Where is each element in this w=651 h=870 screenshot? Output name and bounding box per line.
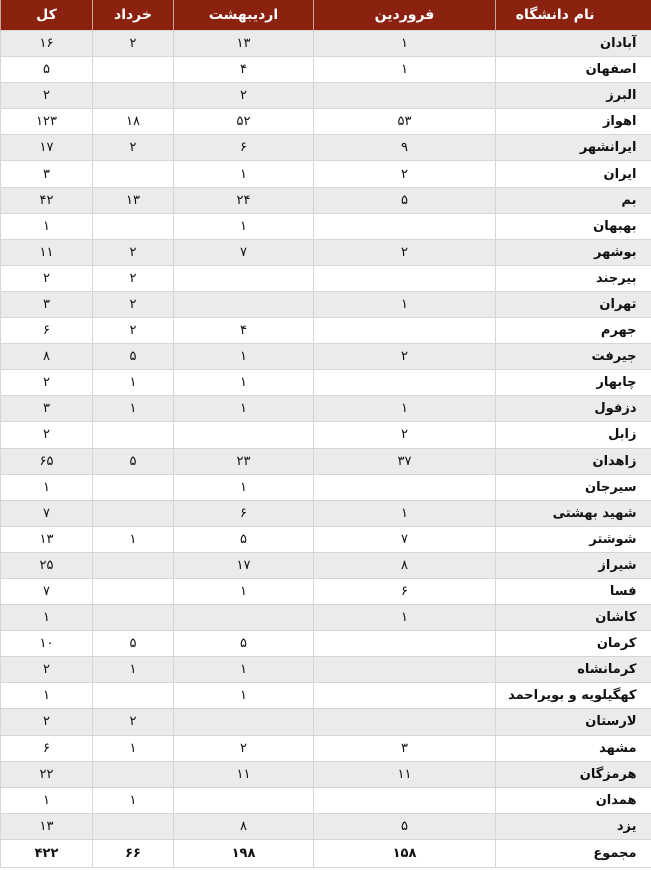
- header-university-name: نام دانشگاه: [496, 0, 651, 31]
- total-cell: ۷: [1, 578, 93, 604]
- university-name-cell: جیرفت: [496, 344, 651, 370]
- total-cell: ۸: [1, 344, 93, 370]
- table-row: [1, 318, 651, 344]
- farvardin-cell: ۵: [314, 187, 496, 213]
- ordibehesht-cell: [174, 265, 314, 291]
- total-cell: ۱: [1, 213, 93, 239]
- ordibehesht-cell: [174, 709, 314, 735]
- ordibehesht-cell: ۱: [174, 213, 314, 239]
- total-farvardin: ۱۵۸: [314, 839, 496, 867]
- farvardin-cell: ۱: [314, 605, 496, 631]
- farvardin-cell: ۱: [314, 31, 496, 57]
- total-khordad: ۶۶: [93, 839, 174, 867]
- total-cell: ۱: [1, 474, 93, 500]
- ordibehesht-cell: ۱: [174, 683, 314, 709]
- table-row: [1, 578, 651, 604]
- table-row: [1, 526, 651, 552]
- university-name-cell: سیرجان: [496, 474, 651, 500]
- total-cell: ۴۲: [1, 187, 93, 213]
- khordad-cell: ۲: [93, 265, 174, 291]
- khordad-cell: [93, 83, 174, 109]
- khordad-cell: ۲: [93, 31, 174, 57]
- total-cell: ۳: [1, 291, 93, 317]
- khordad-cell: ۱: [93, 735, 174, 761]
- university-name-cell: کاشان: [496, 605, 651, 631]
- ordibehesht-cell: ۱: [174, 344, 314, 370]
- total-cell: ۱۳: [1, 813, 93, 839]
- total-cell: ۲: [1, 422, 93, 448]
- total-cell: ۱: [1, 605, 93, 631]
- table-row: [1, 83, 651, 109]
- ordibehesht-cell: ۶: [174, 500, 314, 526]
- university-name-cell: لارستان: [496, 709, 651, 735]
- university-name-cell: جهرم: [496, 318, 651, 344]
- university-name-cell: شیراز: [496, 552, 651, 578]
- khordad-cell: [93, 761, 174, 787]
- university-name-cell: شهید بهشتی: [496, 500, 651, 526]
- university-name-cell: ایرانشهر: [496, 135, 651, 161]
- ordibehesht-cell: [174, 605, 314, 631]
- table-row: [1, 500, 651, 526]
- farvardin-cell: [314, 370, 496, 396]
- total-cell: ۲: [1, 83, 93, 109]
- total-cell: ۳: [1, 161, 93, 187]
- khordad-cell: [93, 813, 174, 839]
- khordad-cell: [93, 500, 174, 526]
- university-name-cell: همدان: [496, 787, 651, 813]
- university-name-cell: دزفول: [496, 396, 651, 422]
- ordibehesht-cell: ۶: [174, 135, 314, 161]
- total-cell: ۲: [1, 265, 93, 291]
- farvardin-cell: [314, 631, 496, 657]
- ordibehesht-cell: ۵۲: [174, 109, 314, 135]
- farvardin-cell: [314, 318, 496, 344]
- total-cell: ۶۵: [1, 448, 93, 474]
- ordibehesht-cell: ۲۳: [174, 448, 314, 474]
- total-cell: ۱۲۳: [1, 109, 93, 135]
- ordibehesht-cell: ۱: [174, 474, 314, 500]
- ordibehesht-cell: ۲: [174, 83, 314, 109]
- ordibehesht-cell: ۱۱: [174, 761, 314, 787]
- farvardin-cell: ۶: [314, 578, 496, 604]
- table-row: [1, 631, 651, 657]
- farvardin-cell: [314, 83, 496, 109]
- farvardin-cell: ۱: [314, 500, 496, 526]
- khordad-cell: ۵: [93, 631, 174, 657]
- university-name-cell: اصفهان: [496, 57, 651, 83]
- khordad-cell: [93, 161, 174, 187]
- table-row: [1, 57, 651, 83]
- table-row: [1, 474, 651, 500]
- ordibehesht-cell: ۷: [174, 239, 314, 265]
- header-total: کل: [1, 0, 93, 31]
- header-ordibehesht: اردیبهشت: [174, 0, 314, 31]
- ordibehesht-cell: ۸: [174, 813, 314, 839]
- total-cell: ۲۲: [1, 761, 93, 787]
- farvardin-cell: [314, 213, 496, 239]
- khordad-cell: [93, 683, 174, 709]
- table-row: [1, 187, 651, 213]
- ordibehesht-cell: ۱: [174, 396, 314, 422]
- ordibehesht-cell: [174, 422, 314, 448]
- ordibehesht-cell: ۴: [174, 318, 314, 344]
- table-row: [1, 109, 651, 135]
- total-cell: ۱۰: [1, 631, 93, 657]
- farvardin-cell: ۳۷: [314, 448, 496, 474]
- khordad-cell: ۲: [93, 239, 174, 265]
- table-row: [1, 813, 651, 839]
- total-all: ۴۲۲: [1, 839, 93, 867]
- total-cell: ۲: [1, 709, 93, 735]
- table-row: [1, 761, 651, 787]
- khordad-cell: ۱: [93, 396, 174, 422]
- ordibehesht-cell: ۱۷: [174, 552, 314, 578]
- ordibehesht-cell: ۵: [174, 526, 314, 552]
- header-khordad: خرداد: [93, 0, 174, 31]
- farvardin-cell: ۷: [314, 526, 496, 552]
- total-cell: ۳: [1, 396, 93, 422]
- table-row: [1, 135, 651, 161]
- farvardin-cell: ۹: [314, 135, 496, 161]
- university-name-cell: یزد: [496, 813, 651, 839]
- university-name-cell: البرز: [496, 83, 651, 109]
- ordibehesht-cell: ۱: [174, 657, 314, 683]
- farvardin-cell: [314, 683, 496, 709]
- table-row: [1, 344, 651, 370]
- total-ordibehesht: ۱۹۸: [174, 839, 314, 867]
- khordad-cell: [93, 578, 174, 604]
- khordad-cell: ۵: [93, 344, 174, 370]
- university-name-cell: بم: [496, 187, 651, 213]
- farvardin-cell: [314, 265, 496, 291]
- khordad-cell: ۲: [93, 318, 174, 344]
- khordad-cell: ۲: [93, 135, 174, 161]
- ordibehesht-cell: ۵: [174, 631, 314, 657]
- khordad-cell: ۱: [93, 370, 174, 396]
- university-name-cell: زابل: [496, 422, 651, 448]
- university-name-cell: اهواز: [496, 109, 651, 135]
- table-row: [1, 735, 651, 761]
- total-cell: ۱: [1, 683, 93, 709]
- total-cell: ۱۳: [1, 526, 93, 552]
- table-header-row: [1, 0, 651, 31]
- khordad-cell: ۲: [93, 709, 174, 735]
- total-cell: ۲۵: [1, 552, 93, 578]
- table-row: [1, 396, 651, 422]
- khordad-cell: [93, 474, 174, 500]
- ordibehesht-cell: ۲۴: [174, 187, 314, 213]
- khordad-cell: ۲: [93, 291, 174, 317]
- total-cell: ۱۱: [1, 239, 93, 265]
- total-row: [1, 839, 651, 867]
- university-name-cell: تهران: [496, 291, 651, 317]
- table-row: [1, 31, 651, 57]
- farvardin-cell: [314, 474, 496, 500]
- total-cell: ۶: [1, 318, 93, 344]
- total-cell: ۱۶: [1, 31, 93, 57]
- table-row: [1, 213, 651, 239]
- total-cell: ۱۷: [1, 135, 93, 161]
- university-name-cell: ایران: [496, 161, 651, 187]
- university-name-cell: بوشهر: [496, 239, 651, 265]
- khordad-cell: ۱۸: [93, 109, 174, 135]
- table-row: [1, 448, 651, 474]
- khordad-cell: ۱: [93, 657, 174, 683]
- table-row: [1, 605, 651, 631]
- ordibehesht-cell: ۱۳: [174, 31, 314, 57]
- total-cell: ۶: [1, 735, 93, 761]
- total-cell: ۲: [1, 657, 93, 683]
- total-cell: ۱: [1, 787, 93, 813]
- table-row: [1, 370, 651, 396]
- khordad-cell: ۱: [93, 787, 174, 813]
- khordad-cell: ۱: [93, 526, 174, 552]
- ordibehesht-cell: [174, 787, 314, 813]
- ordibehesht-cell: ۱: [174, 370, 314, 396]
- table-row: [1, 657, 651, 683]
- university-name-cell: بهبهان: [496, 213, 651, 239]
- total-cell: ۲: [1, 370, 93, 396]
- university-name-cell: چابهار: [496, 370, 651, 396]
- khordad-cell: [93, 213, 174, 239]
- university-name-cell: آبادان: [496, 31, 651, 57]
- khordad-cell: [93, 422, 174, 448]
- farvardin-cell: ۸: [314, 552, 496, 578]
- table-row: [1, 552, 651, 578]
- farvardin-cell: [314, 657, 496, 683]
- table-row: [1, 683, 651, 709]
- total-label: مجموع: [496, 839, 651, 867]
- university-name-cell: فسا: [496, 578, 651, 604]
- table-row: [1, 422, 651, 448]
- university-name-cell: زاهدان: [496, 448, 651, 474]
- farvardin-cell: ۱: [314, 396, 496, 422]
- university-name-cell: کرمانشاه: [496, 657, 651, 683]
- farvardin-cell: [314, 787, 496, 813]
- farvardin-cell: ۳: [314, 735, 496, 761]
- ordibehesht-cell: ۴: [174, 57, 314, 83]
- ordibehesht-cell: ۲: [174, 735, 314, 761]
- farvardin-cell: ۲: [314, 344, 496, 370]
- farvardin-cell: ۲: [314, 161, 496, 187]
- university-name-cell: کهگیلویه و بویراحمد: [496, 683, 651, 709]
- university-name-cell: مشهد: [496, 735, 651, 761]
- farvardin-cell: ۲: [314, 239, 496, 265]
- farvardin-cell: ۲: [314, 422, 496, 448]
- university-name-cell: هرمزگان: [496, 761, 651, 787]
- farvardin-cell: ۱۱: [314, 761, 496, 787]
- university-name-cell: بیرجند: [496, 265, 651, 291]
- khordad-cell: ۱۳: [93, 187, 174, 213]
- ordibehesht-cell: [174, 291, 314, 317]
- total-cell: ۵: [1, 57, 93, 83]
- farvardin-cell: [314, 709, 496, 735]
- khordad-cell: [93, 57, 174, 83]
- university-name-cell: کرمان: [496, 631, 651, 657]
- table-row: [1, 161, 651, 187]
- table-row: [1, 239, 651, 265]
- khordad-cell: [93, 552, 174, 578]
- farvardin-cell: ۱: [314, 291, 496, 317]
- university-name-cell: شوشتر: [496, 526, 651, 552]
- table-row: [1, 265, 651, 291]
- khordad-cell: ۵: [93, 448, 174, 474]
- farvardin-cell: ۱: [314, 57, 496, 83]
- total-cell: ۷: [1, 500, 93, 526]
- table-row: [1, 291, 651, 317]
- header-farvardin: فروردین: [314, 0, 496, 31]
- farvardin-cell: ۵: [314, 813, 496, 839]
- table-row: [1, 787, 651, 813]
- ordibehesht-cell: ۱: [174, 161, 314, 187]
- table-row: [1, 709, 651, 735]
- khordad-cell: [93, 605, 174, 631]
- ordibehesht-cell: ۱: [174, 578, 314, 604]
- farvardin-cell: ۵۳: [314, 109, 496, 135]
